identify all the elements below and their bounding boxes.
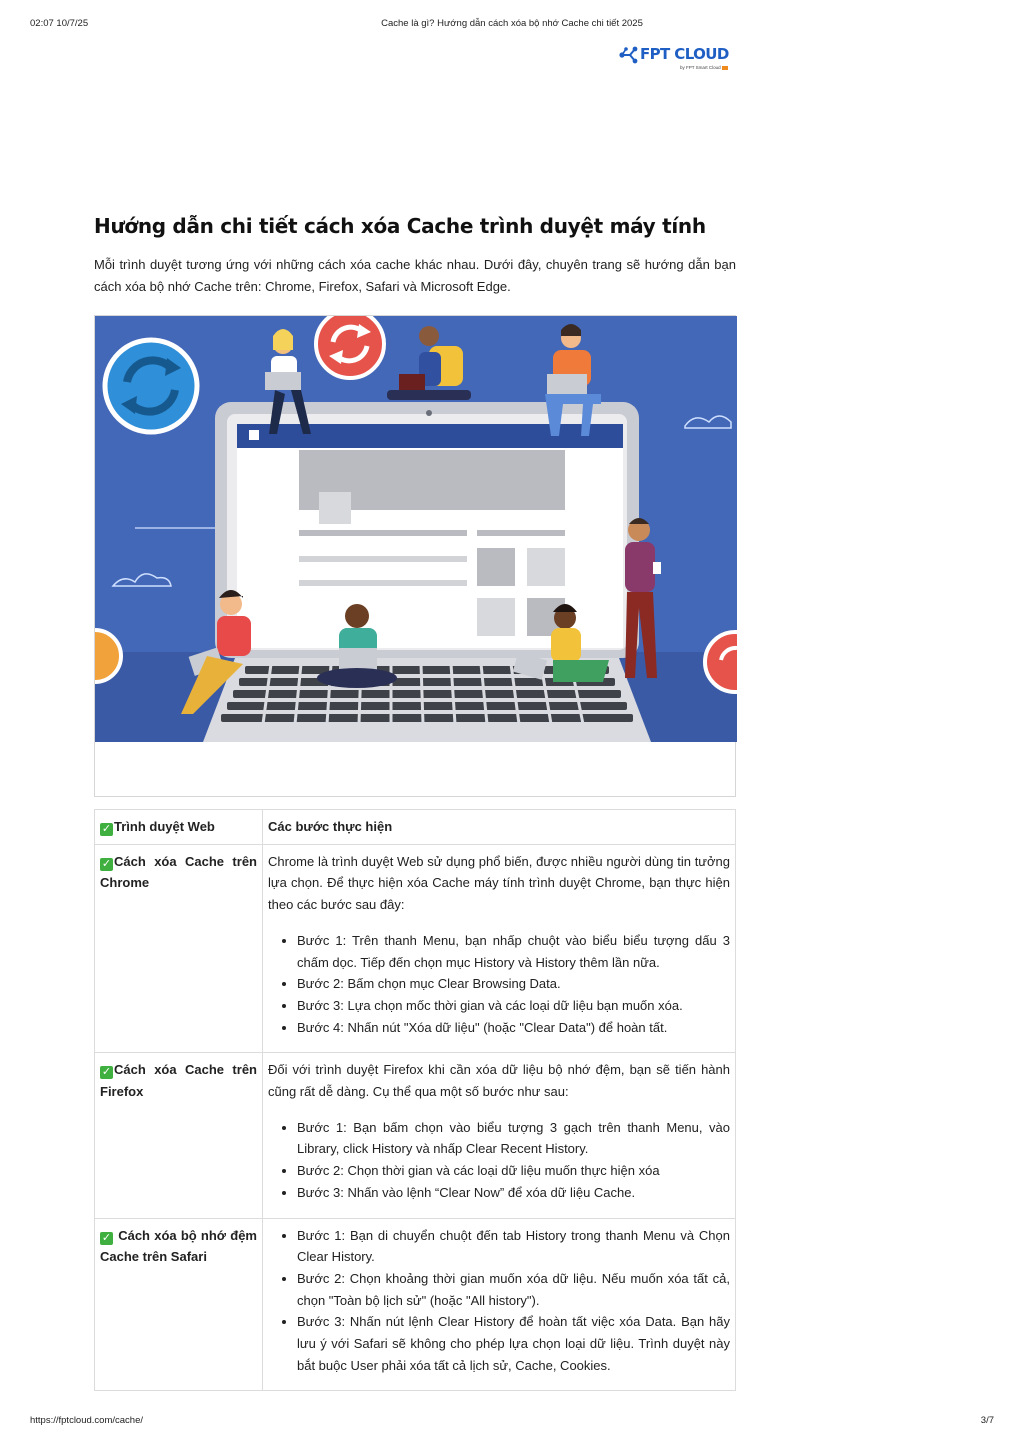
list-item: • Bước 4: Nhấn nút "Xóa dữ liệu" (hoặc "Clear Data") để hoàn tất.: [297, 1017, 730, 1039]
table-row: [95, 1053, 736, 1218]
refresh-icon-red: [316, 316, 384, 378]
refresh-icon-blue: [105, 340, 197, 432]
article-heading: Hướng dẫn chi tiết cách xóa Cache trình duyệt máy tính: [94, 214, 706, 238]
steps-cell: [263, 1053, 736, 1218]
browser-cell: ✓ Cách xóa bộ nhớ đệm Cache trên Safari: [95, 1218, 263, 1391]
steps-list: [297, 1225, 730, 1377]
page-url[interactable]: https://fptcloud.com/cache/: [30, 1415, 144, 1426]
laptop-graphic: [203, 402, 651, 742]
header-steps: Các bước thực hiện: [263, 810, 736, 845]
hero-illustration: [94, 315, 736, 797]
table-header-row: [95, 810, 736, 845]
page-number: 3/7: [980, 1415, 994, 1426]
table-row: [95, 844, 736, 1053]
print-page-title: Cache là gì? Hướng dẫn cách xóa bộ nhớ Cache chi tiết 2025: [381, 18, 643, 29]
list-item: • Bước 1: Trên thanh Menu, bạn nhấp chuột vào biểu biểu tượng dấu 3 chấm dọc. Tiếp đến chọn mục History và History thêm lần nữa.: [297, 930, 730, 973]
header-browser: ✓ Trình duyệt Web: [95, 810, 263, 845]
check-icon: ✓: [101, 1066, 112, 1079]
list-item: • Bước 3: Lựa chọn mốc thời gian và các loại dữ liệu bạn muốn xóa.: [297, 995, 730, 1017]
logo-wordmark: FPT CLOUD: [640, 45, 729, 63]
print-footer: [30, 1415, 994, 1429]
steps-cell: [263, 1218, 736, 1391]
check-icon: ✓: [101, 823, 112, 835]
fpt-cloud-logo[interactable]: [618, 44, 729, 74]
article-content: [94, 210, 736, 1391]
check-icon: ✓: [101, 1231, 112, 1244]
steps-cell: [263, 844, 736, 1053]
print-timestamp: 02:07 10/7/25: [30, 18, 89, 29]
fpt-network-icon: [618, 46, 640, 64]
list-item: • Bước 1: Bạn bấm chọn vào biểu tượng 3 gạch trên thanh Menu, vào Library, click History và nhấp Clear Recent History.: [297, 1117, 730, 1160]
list-item: • Bước 2: Chọn khoảng thời gian muốn xóa dữ liệu. Nếu muốn xóa tất cả, chọn "Toàn bộ lịch sử" (hoặc "All history").: [297, 1268, 730, 1311]
article-intro: Mỗi trình duyệt tương ứng với những cách xóa cache khác nhau. Dưới đây, chuyên trang sẽ hướng dẫn bạn cách xóa bộ nhớ Cache trên: Chrome, Firefox, Safari và Microsoft Edge.: [94, 257, 736, 294]
list-item: • Bước 1: Bạn di chuyển chuột đến tab History trong thanh Menu và Chọn Clear History.: [297, 1225, 730, 1268]
list-item: • Bước 2: Bấm chọn mục Clear Browsing Data.: [297, 973, 730, 995]
browser-steps-table: [94, 809, 736, 1391]
list-item: • Bước 2: Chọn thời gian và các loại dữ liệu muốn thực hiện xóa: [297, 1160, 730, 1182]
list-item: • Bước 3: Nhấn nút lệnh Clear History để hoàn tất việc xóa Data. Bạn hãy lưu ý với Safari sẽ không cho phép lựa chọn loại dữ liệu. Trình duyệt này bắt buộc User phải xóa tất cả lịch sử, Cache, Cookies.: [297, 1311, 730, 1376]
table-row: [95, 1218, 736, 1391]
steps-intro: Đối với trình duyệt Firefox khi cần xóa dữ liệu bộ nhớ đệm, bạn sẽ tiến hành cũng rất dễ dàng. Cụ thể qua một số bước như sau:: [268, 1062, 730, 1100]
browser-cell: ✓ Cách xóa Cache trên Chrome: [95, 844, 263, 1053]
check-icon: ✓: [101, 857, 112, 870]
browser-cell: ✓ Cách xóa Cache trên Firefox: [95, 1053, 263, 1218]
list-item: • Bước 3: Nhấn vào lệnh “Clear Now” để xóa dữ liệu Cache.: [297, 1182, 730, 1204]
steps-intro: Chrome là trình duyệt Web sử dụng phổ biến, được nhiều người dùng tin tưởng lựa chọn. Để thực hiện xóa Cache máy tính trình duyệt Chrome, bạn thực hiện theo các bước sau đây:: [268, 853, 730, 913]
steps-list: [297, 930, 730, 1039]
logo-tagline: by FPT Smart Cloud: [680, 65, 728, 70]
print-header: [30, 18, 994, 32]
steps-list: [297, 1117, 730, 1204]
laptop-users-illustration: [95, 316, 737, 742]
